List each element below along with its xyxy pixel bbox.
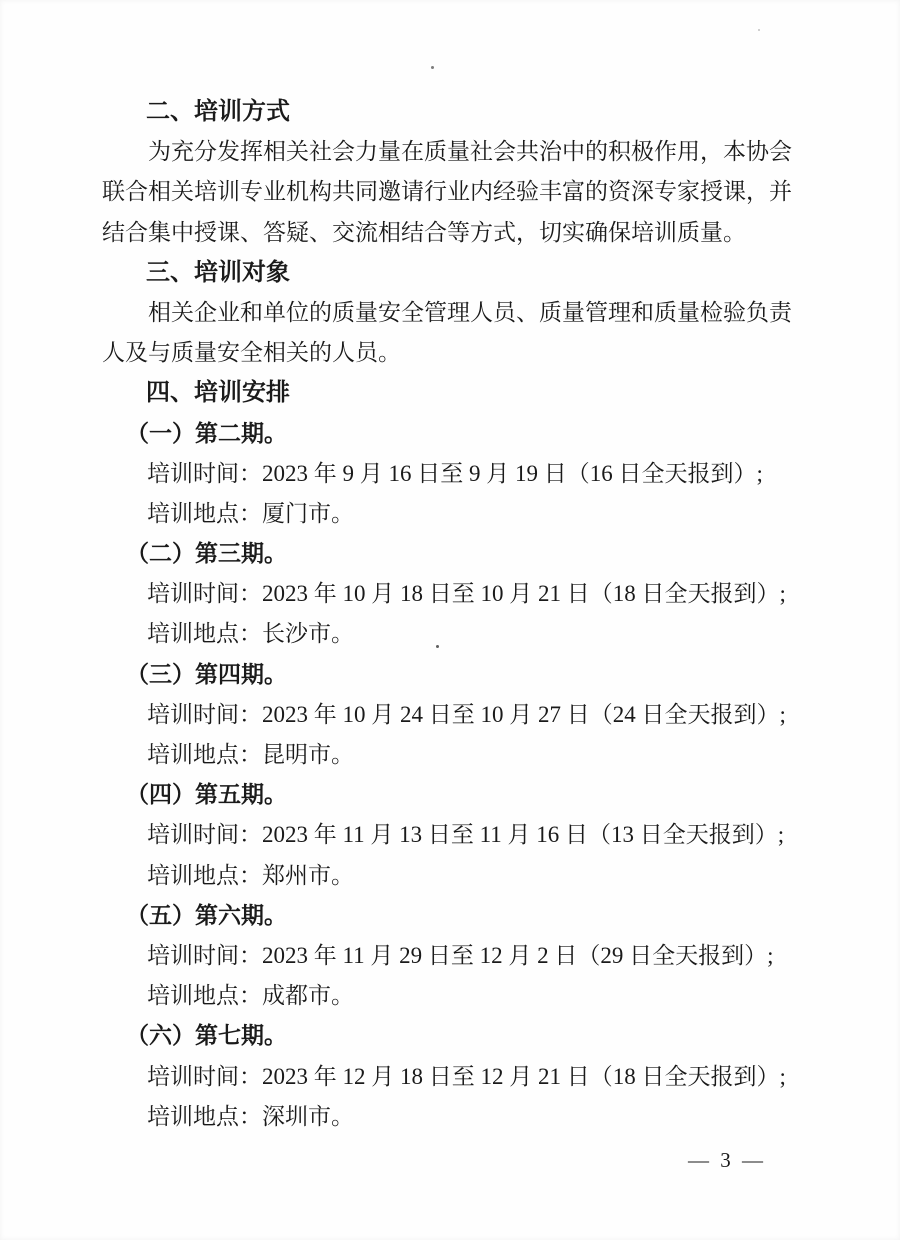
session-6-label: （六）第七期。 bbox=[126, 1023, 287, 1049]
body-line: 相关企业和单位的质量安全管理人员、质量管理和质量检验负责 bbox=[148, 299, 792, 325]
session-2-label: （二）第三期。 bbox=[126, 541, 287, 567]
session-5-label: （五）第六期。 bbox=[126, 902, 287, 928]
session-4-label: （四）第五期。 bbox=[126, 782, 287, 808]
heading-training-target: 三、培训对象 bbox=[146, 258, 290, 286]
session-5-time: 培训时间：2023 年 11 月 29 日至 12 月 2 日（29 日全天报到）; bbox=[147, 942, 774, 968]
body-line: 为充分发挥相关社会力量在质量社会共治中的积极作用，本协会 bbox=[148, 139, 792, 165]
session-2-place: 培训地点：长沙市。 bbox=[147, 621, 354, 647]
session-1-time: 培训时间：2023 年 9 月 16 日至 9 月 19 日（16 日全天报到）; bbox=[147, 460, 763, 486]
session-2-time: 培训时间：2023 年 10 月 18 日至 10 月 21 日（18 日全天报到）; bbox=[147, 581, 786, 607]
body-line: 人及与质量安全相关的人员。 bbox=[102, 340, 401, 366]
session-5-place: 培训地点：成都市。 bbox=[147, 983, 354, 1009]
session-1-label: （一）第二期。 bbox=[126, 420, 287, 446]
heading-training-method: 二、培训方式 bbox=[146, 98, 290, 125]
body-line: 联合相关培训专业机构共同邀请行业内经验丰富的资深专家授课，并 bbox=[102, 179, 792, 205]
session-6-place: 培训地点：深圳市。 bbox=[147, 1103, 354, 1129]
session-6-time: 培训时间：2023 年 12 月 18 日至 12 月 21 日（18 日全天报到）; bbox=[147, 1063, 786, 1089]
document-text-block bbox=[102, 92, 802, 1137]
session-3-label: （三）第四期。 bbox=[126, 661, 287, 687]
scan-speck bbox=[431, 66, 434, 69]
session-3-place: 培训地点：昆明市。 bbox=[147, 742, 354, 767]
scan-speck bbox=[758, 29, 760, 31]
session-4-place: 培训地点：郑州市。 bbox=[147, 862, 354, 888]
session-1-place: 培训地点：厦门市。 bbox=[147, 500, 354, 526]
session-4-time: 培训时间：2023 年 11 月 13 日至 11 月 16 日（13 日全天报到）; bbox=[147, 822, 785, 848]
heading-training-schedule: 四、培训安排 bbox=[146, 379, 290, 407]
body-line: 结合集中授课、答疑、交流相结合等方式，切实确保培训质量。 bbox=[102, 219, 746, 245]
page-number: — 3 — bbox=[688, 1148, 766, 1172]
session-3-time: 培训时间：2023 年 10 月 24 日至 10 月 27 日（24 日全天报到）; bbox=[147, 701, 786, 727]
